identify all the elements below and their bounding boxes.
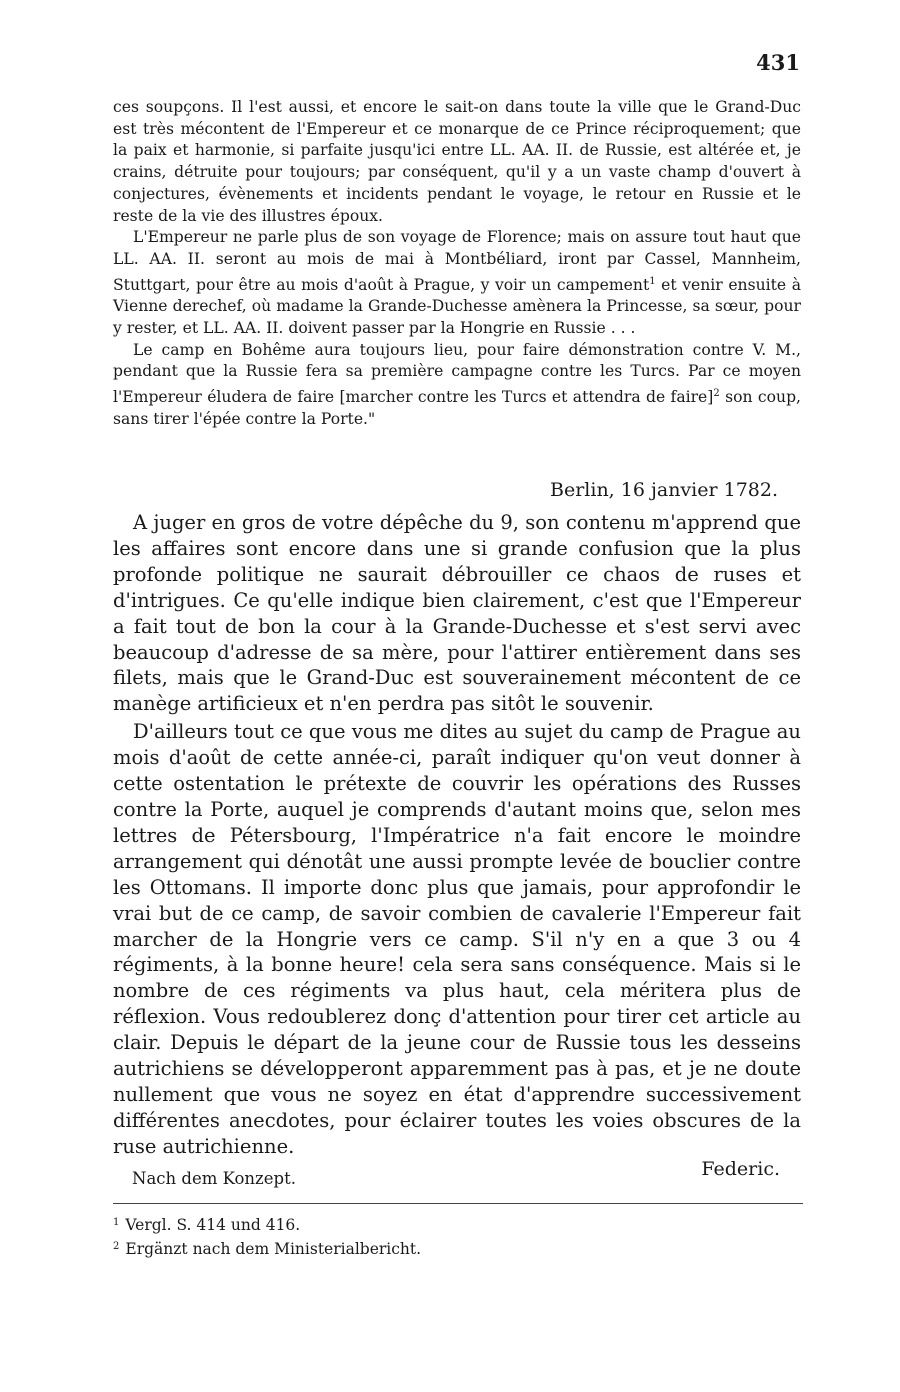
footnote-mark: 1 xyxy=(113,1217,120,1228)
quote-text: son coup, sans tirer l'épée contre la Porte." xyxy=(113,388,802,428)
footnote-text: Ergänzt nach dem Ministerialbericht. xyxy=(125,1240,422,1258)
quote-paragraph xyxy=(113,97,801,227)
body-paragraph: A juger en gros de votre dépêche du 9, son contenu m'apprend que les affaires sont encore dans une si grande confusion que la plus profonde politique ne saurait débrouiller ce chaos de ruses et d'intrigues. Ce qu'elle indique bien clairement, c'est que l'Empereur a fait tout de bon la cour à la Grande-Duchesse et s'est servi avec beaucoup d'adresse de sa mère, pour l'attirer entièrement dans ses filets, mais que le Grand-Duc est souverainement mécontent de ce manège artificieux et n'en perdra pas sitôt le souvenir. xyxy=(113,511,801,716)
quote-text: L'Empereur ne parle plus de son voyage de Florence; mais on assure tout haut que LL. AA. II. seront au mois de mai à Montbéliard, iront par Cassel, Mannheim, Stuttgart, pour être au mois d'août à Prague, y voir un campement xyxy=(113,228,801,294)
letter-body xyxy=(113,510,801,1160)
footnote-mark: 2 xyxy=(113,1241,120,1252)
footnote xyxy=(113,1212,421,1236)
footnote-ref: 2 xyxy=(713,388,720,400)
body-paragraph: D'ailleurs tout ce que vous me dites au sujet du camp de Prague au mois d'août de cette année-ci, paraît indiquer qu'on veut donner à cette ostentation le prétexte de couvrir les opérations des Russes contre la Porte, auquel je comprends d'autant moins que, selon mes lettres de Pétersbourg, l'Impératrice n'a fait encore le moindre arrangement qui dénotât une aussi prompte levée de bouclier contre les Ottomans. Il importe donc plus que jamais, pour approfondir le vrai but de ce camp, de savoir combien de cavalerie l'Empereur fait marcher de la Hongrie vers ce camp. S'il n'y en a que 3 ou 4 régiments, à la bonne heure! cela sera sans conséquence. Mais si le nombre de ces régiments va plus haut, cela méritera plus de réflexion. Vous redoublerez donç d'attention pour tirer cet article au clair. Depuis le départ de la jeune cour de Russie tous les desseins autrichiens se développeront apparemment pas à pas, et je ne doute nullement que vous ne soyez en état d'apprendre successivement différentes anecdotes, pour éclairer toutes les voies obscures de la ruse autrichienne. xyxy=(113,720,801,1158)
quoted-report xyxy=(113,97,801,431)
page-number: 431 xyxy=(756,50,800,75)
quote-text: Le camp en Bohême aura toujours lieu, pour faire démonstration contre V. M., pendant que la Russie fera sa première campagne contre les Turcs. Par ce moyen l'Empereur éludera de faire [marcher contre les Turcs et attendra de faire] xyxy=(113,340,801,407)
footnote-divider xyxy=(113,1203,803,1204)
dateline: Berlin, 16 janvier 1782. xyxy=(550,479,778,501)
quote-paragraph xyxy=(113,227,801,340)
source-note: Nach dem Konzept. xyxy=(132,1169,296,1188)
footnote xyxy=(113,1236,421,1260)
signature: Federic. xyxy=(701,1158,780,1180)
footnote-text: Vergl. S. 414 und 416. xyxy=(125,1216,301,1234)
quote-paragraph xyxy=(113,340,801,431)
footnote-ref: 1 xyxy=(649,275,656,287)
quote-text: ces soupçons. Il l'est aussi, et encore le sait-on dans toute la ville que le Grand-Duc est très mécontent de l'Empereur et ce monarque de ce Prince réciproquement; que la paix et harmonie, si parfaite jusqu'ici entre LL. AA. II. de Russie, est altérée et, je crains, détruite pour toujours; par conséquent, qu'il y a un vaste champ d'ouvert à conjectures, évènements et incidents pendant le voyage, le retour en Russie et le reste de la vie des illustres époux. xyxy=(113,98,801,225)
footnotes xyxy=(113,1212,421,1260)
quote-text: et venir ensuite à Vienne derechef, où madame la Grande-Duchesse amènera la Princesse, sa sœur, pour y rester, et LL. AA. II. doivent passer par la Hongrie en Russie . . . xyxy=(113,275,801,338)
